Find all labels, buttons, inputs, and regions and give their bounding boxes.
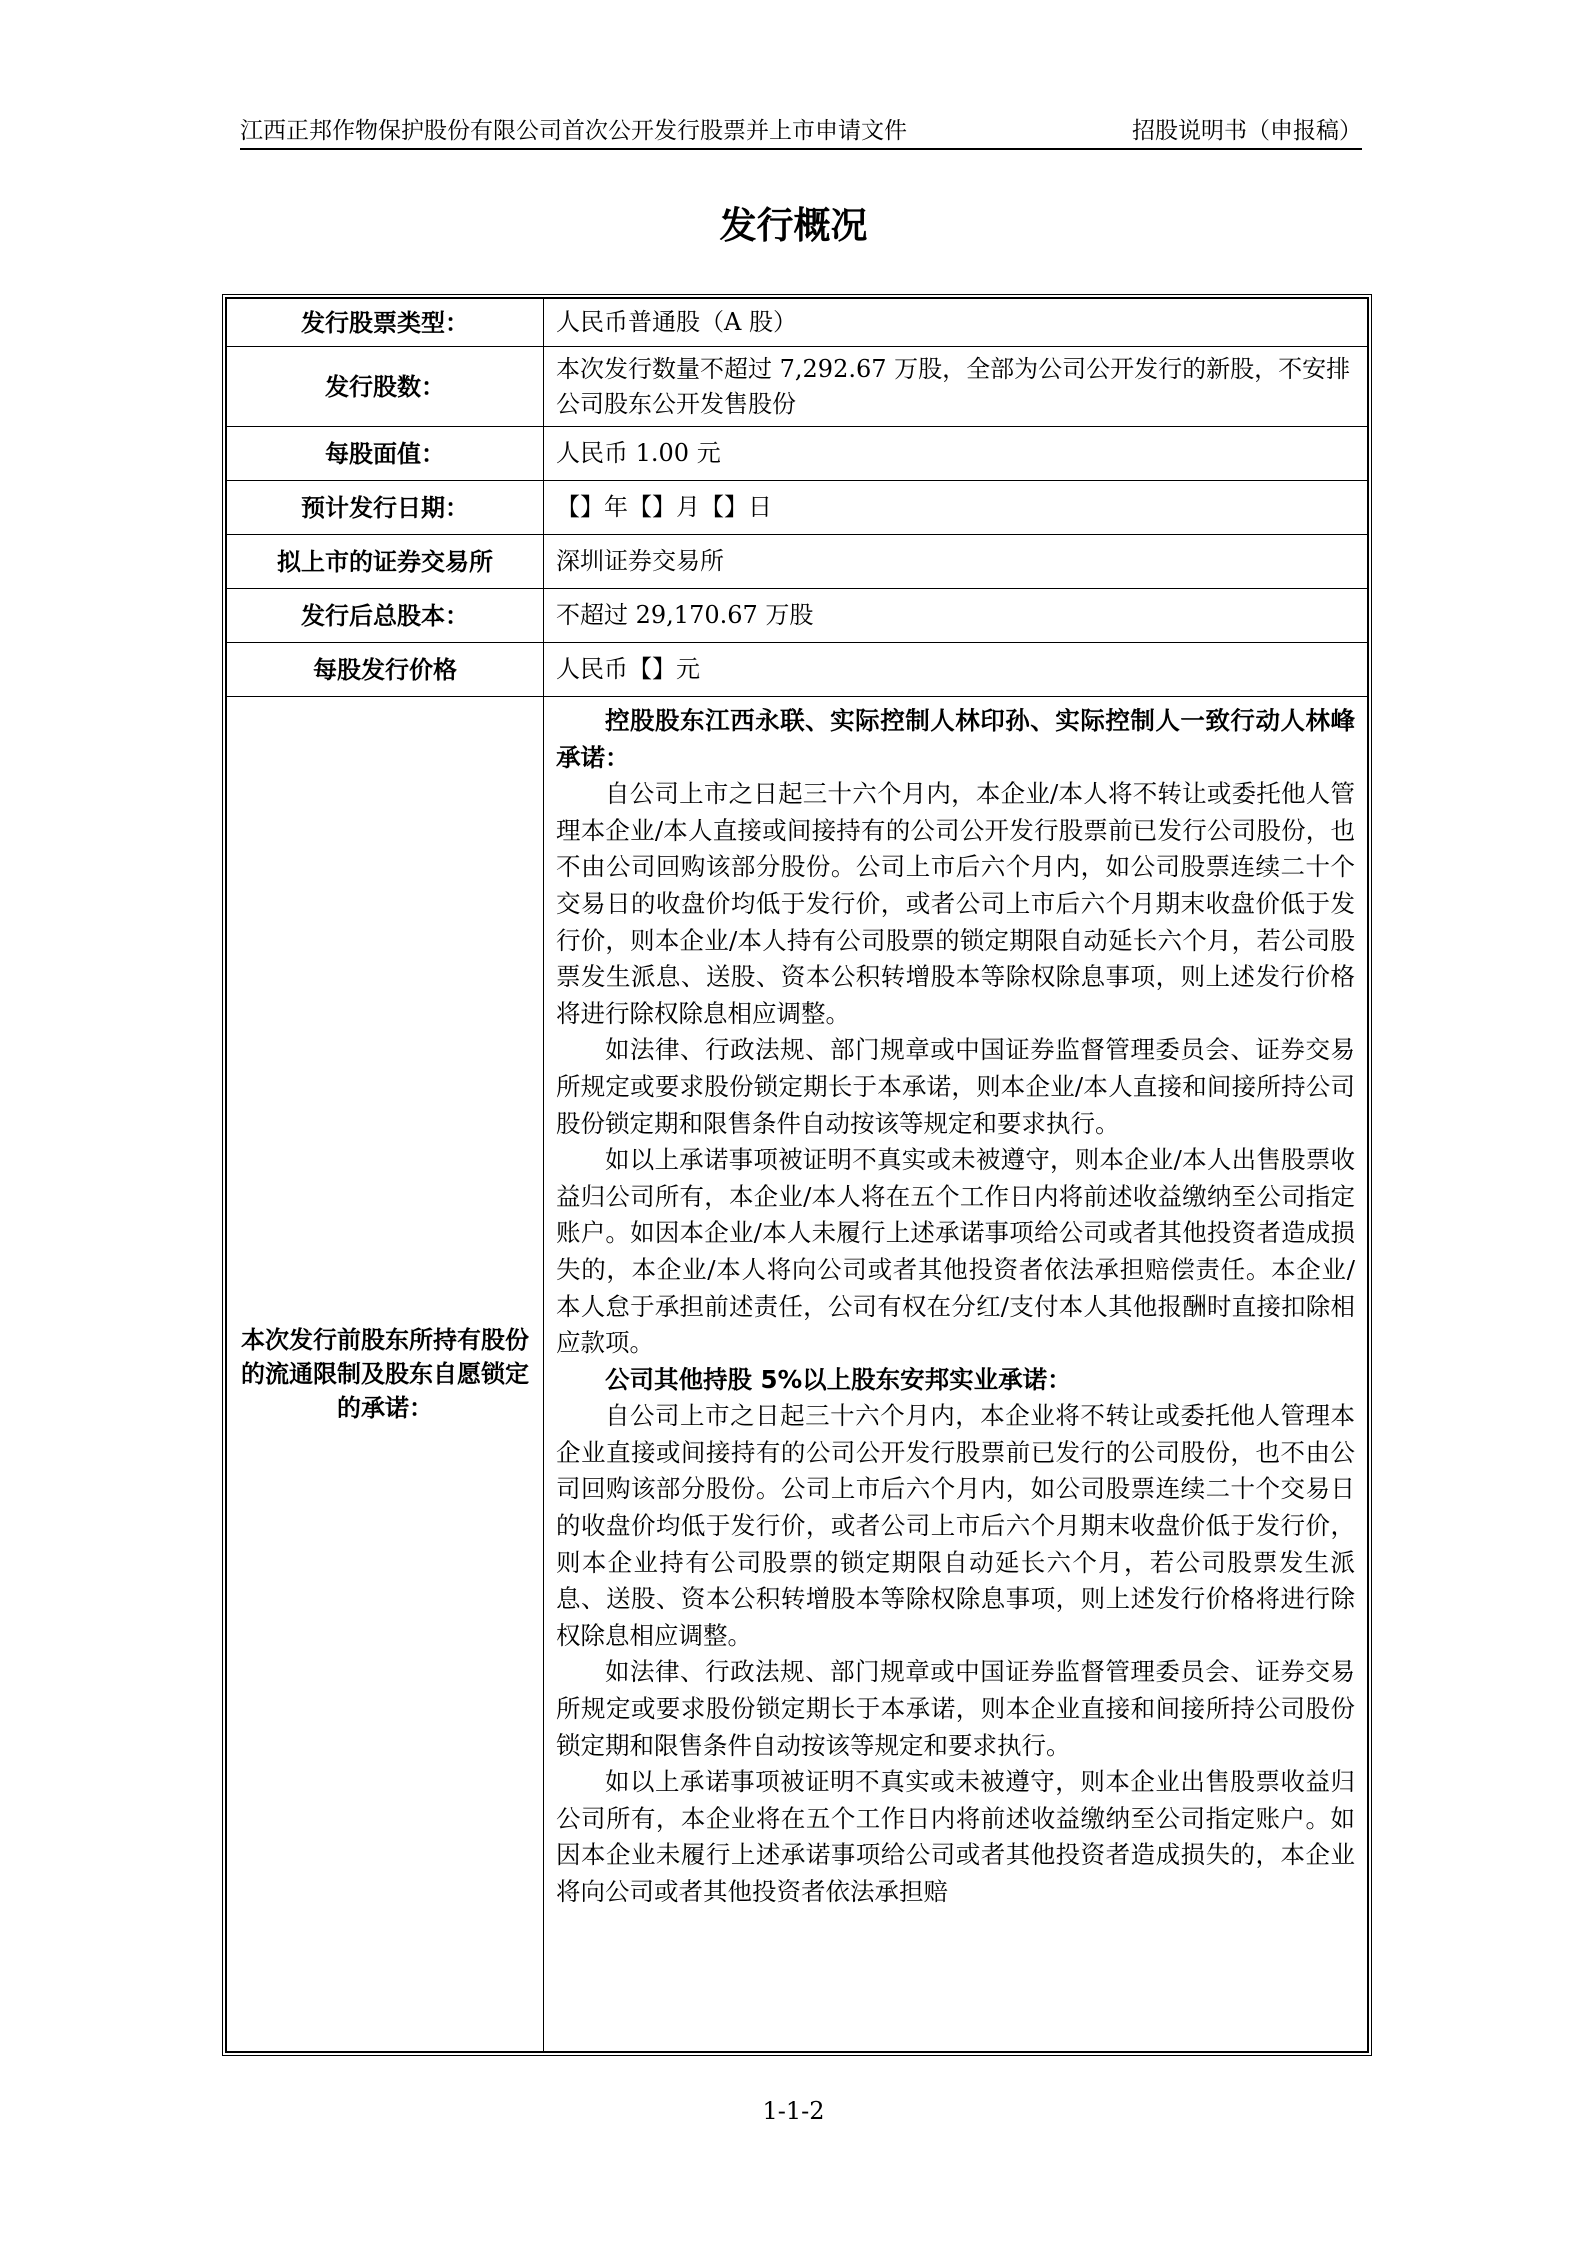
header-document-title: 江西正邦作物保护股份有限公司首次公开发行股票并上市申请文件 xyxy=(240,118,907,144)
row-label: 预计发行日期： xyxy=(227,481,544,535)
row-value: 本次发行数量不超过 7,292.67 万股，全部为公司公开发行的新股，不安排公司股东公开发售股份 xyxy=(544,347,1368,427)
commitment-paragraph: 如以上承诺事项被证明不真实或未被遵守，则本企业出售股票收益归公司所有，本企业将在五个工作日内将前述收益缴纳至公司指定账户。如因本企业未履行上述承诺事项给公司或者其他投资者造成损失的，本企业将向公司或者其他投资者依法承担赔 xyxy=(556,1767,1355,1906)
row-label: 发行股数： xyxy=(227,347,544,427)
commitment-paragraph: 如以上承诺事项被证明不真实或未被遵守，则本企业/本人出售股票收益归公司所有，本企业/本人将在五个工作日内将前述收益缴纳至公司指定账户。如因本企业/本人未履行上述承诺事项给公司或者其他投资者造成损失的，本企业/本人将向公司或者其他投资者依法承担赔偿责任。本企业/本人怠于承担前述责任，公司有权在分红/支付本人其他报酬时直接扣除相应款项。 xyxy=(556,1145,1355,1358)
row-value: 【】年【】月【】日 xyxy=(544,481,1368,535)
table-row xyxy=(227,427,1368,481)
row-value: 深圳证券交易所 xyxy=(544,535,1368,589)
row-value: 人民币 1.00 元 xyxy=(544,427,1368,481)
row-label: 发行后总股本： xyxy=(227,589,544,643)
table-row xyxy=(227,347,1368,427)
lockup-label: 本次发行前股东所持有股份的流通限制及股东自愿锁定的承诺： xyxy=(227,697,544,2052)
lockup-commitments xyxy=(544,697,1368,2052)
issuance-overview-table xyxy=(222,294,1372,2056)
row-value: 人民币【】元 xyxy=(544,643,1368,697)
row-label: 每股面值： xyxy=(227,427,544,481)
commitment-paragraph: 如法律、行政法规、部门规章或中国证券监督管理委员会、证券交易所规定或要求股份锁定期长于本承诺，则本企业直接和间接所持公司股份锁定期和限售条件自动按该等规定和要求执行。 xyxy=(556,1657,1355,1760)
commitment-paragraph: 自公司上市之日起三十六个月内，本企业将不转让或委托他人管理本企业直接或间接持有的公司公开发行股票前已发行的公司股份，也不由公司回购该部分股份。公司上市后六个月内，如公司股票连续二十个交易日的收盘价均低于发行价，或者公司上市后六个月期末收盘价低于发行价，则本企业持有公司股票的锁定期限自动延长六个月，若公司股票发生派息、送股、资本公积转增股本等除权除息事项，则上述发行价格将进行除权除息相应调整。 xyxy=(556,1401,1355,1650)
row-value: 人民币普通股（A 股） xyxy=(544,299,1368,347)
header-document-type: 招股说明书（申报稿） xyxy=(1132,118,1362,144)
page-header xyxy=(240,110,1362,150)
table-row xyxy=(227,535,1368,589)
row-value: 不超过 29,170.67 万股 xyxy=(544,589,1368,643)
table-row xyxy=(227,481,1368,535)
commitment-paragraph: 如法律、行政法规、部门规章或中国证券监督管理委员会、证券交易所规定或要求股份锁定期长于本承诺，则本企业/本人直接和间接所持公司股份锁定期和限售条件自动按该等规定和要求执行。 xyxy=(556,1035,1355,1138)
row-label: 发行股票类型： xyxy=(227,299,544,347)
commitment-heading: 控股股东江西永联、实际控制人林印孙、实际控制人一致行动人林峰承诺： xyxy=(556,706,1355,772)
table-row xyxy=(227,697,1368,2052)
commitment-paragraph: 自公司上市之日起三十六个月内，本企业/本人将不转让或委托他人管理本企业/本人直接或间接持有的公司公开发行股票前已发行公司股份，也不由公司回购该部分股份。公司上市后六个月内，如公司股票连续二十个交易日的收盘价均低于发行价，或者公司上市后六个月期末收盘价低于发行价，则本企业/本人持有公司股票的锁定期限自动延长六个月，若公司股票发生派息、送股、资本公积转增股本等除权除息事项，则上述发行价格将进行除权除息相应调整。 xyxy=(556,779,1355,1028)
table-row xyxy=(227,589,1368,643)
table-row xyxy=(227,299,1368,347)
table-row xyxy=(227,643,1368,697)
page-number: 1-1-2 xyxy=(762,2097,825,2125)
page-title: 发行概况 xyxy=(719,204,868,247)
commitment-heading: 公司其他持股 5%以上股东安邦实业承诺： xyxy=(605,1364,1072,1394)
row-label: 每股发行价格 xyxy=(227,643,544,697)
row-label: 拟上市的证券交易所 xyxy=(227,535,544,589)
